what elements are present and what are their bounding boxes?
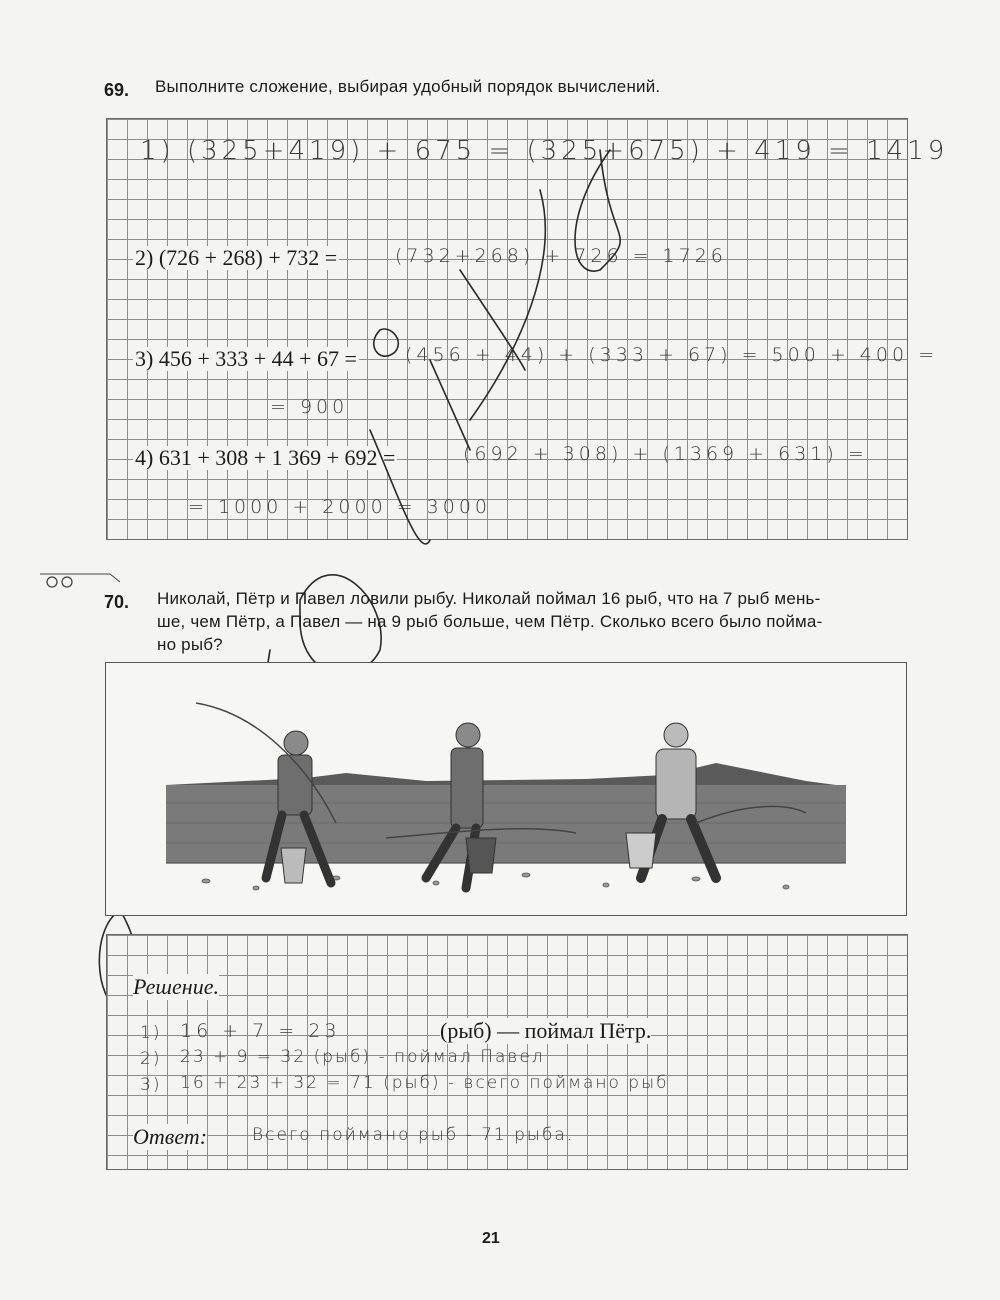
task-69-item-4-handwritten: (692 + 308) + (1369 + 631) = (463, 443, 868, 465)
task-69-prompt: Выполните сложение, выбирая удобный порядок вычислений. (155, 77, 661, 96)
solution-step-1-text: 16 + 7 = 23 (180, 1020, 341, 1042)
section-marker (40, 570, 120, 594)
solution-step-3-number: 3) (140, 1075, 162, 1095)
task-69-item-3-printed: 3) 456 + 333 + 44 + 67 = (135, 346, 357, 371)
solution-step-3-text: 16 + 23 + 32 = 71 (рыб) - всего поймано рыб (180, 1073, 669, 1093)
solution-step-1-number: 1) (140, 1023, 162, 1043)
task-69-item-1-handwritten: 1) (325+419) + 675 = (325+675) + 419 = 1419 (140, 136, 949, 166)
task-70-text-line-2: ше, чем Пётр, а Павел — на 9 рыб больше, чем Пётр. Сколько всего было пойма- (157, 612, 823, 631)
task-69-item-4-continuation: = 1000 + 2000 = 3000 (188, 496, 492, 518)
solution-step-1-printed-suffix: (рыб) — поймал Пётр. (440, 1018, 652, 1043)
solution-step-2-number: 2) (140, 1049, 162, 1069)
task-69-item-4-printed: 4) 631 + 308 + 1 369 + 692 = (135, 445, 396, 470)
task-69-item-3-continuation: = 900 (270, 396, 349, 418)
answer-label: Ответ: (133, 1124, 208, 1149)
task-70-text-line-1: Николай, Пётр и Павел ловили рыбу. Николай поймал 16 рыб, что на 7 рыб мень- (157, 589, 821, 608)
task-69-item-3-handwritten: (456 + 44) + (333 + 67) = 500 + 400 = (405, 344, 939, 366)
task-69-item-2-handwritten: (732+268) + 726 = 1726 (395, 245, 727, 267)
solution-label: Решение. (133, 974, 219, 999)
illustration-boys-fishing (105, 662, 907, 916)
task-70-number: 70. (104, 592, 130, 612)
solution-step-2-text: 23 + 9 = 32 (рыб) - поймал Павел (180, 1047, 545, 1067)
task-69-number: 69. (104, 80, 130, 100)
answer-text: Всего поймано рыб - 71 рыба. (252, 1125, 575, 1145)
task-70-text-line-3: но рыб? (157, 635, 223, 654)
task-69-item-2-printed: 2) (726 + 268) + 732 = (135, 245, 338, 270)
page-number: 21 (482, 1230, 500, 1247)
